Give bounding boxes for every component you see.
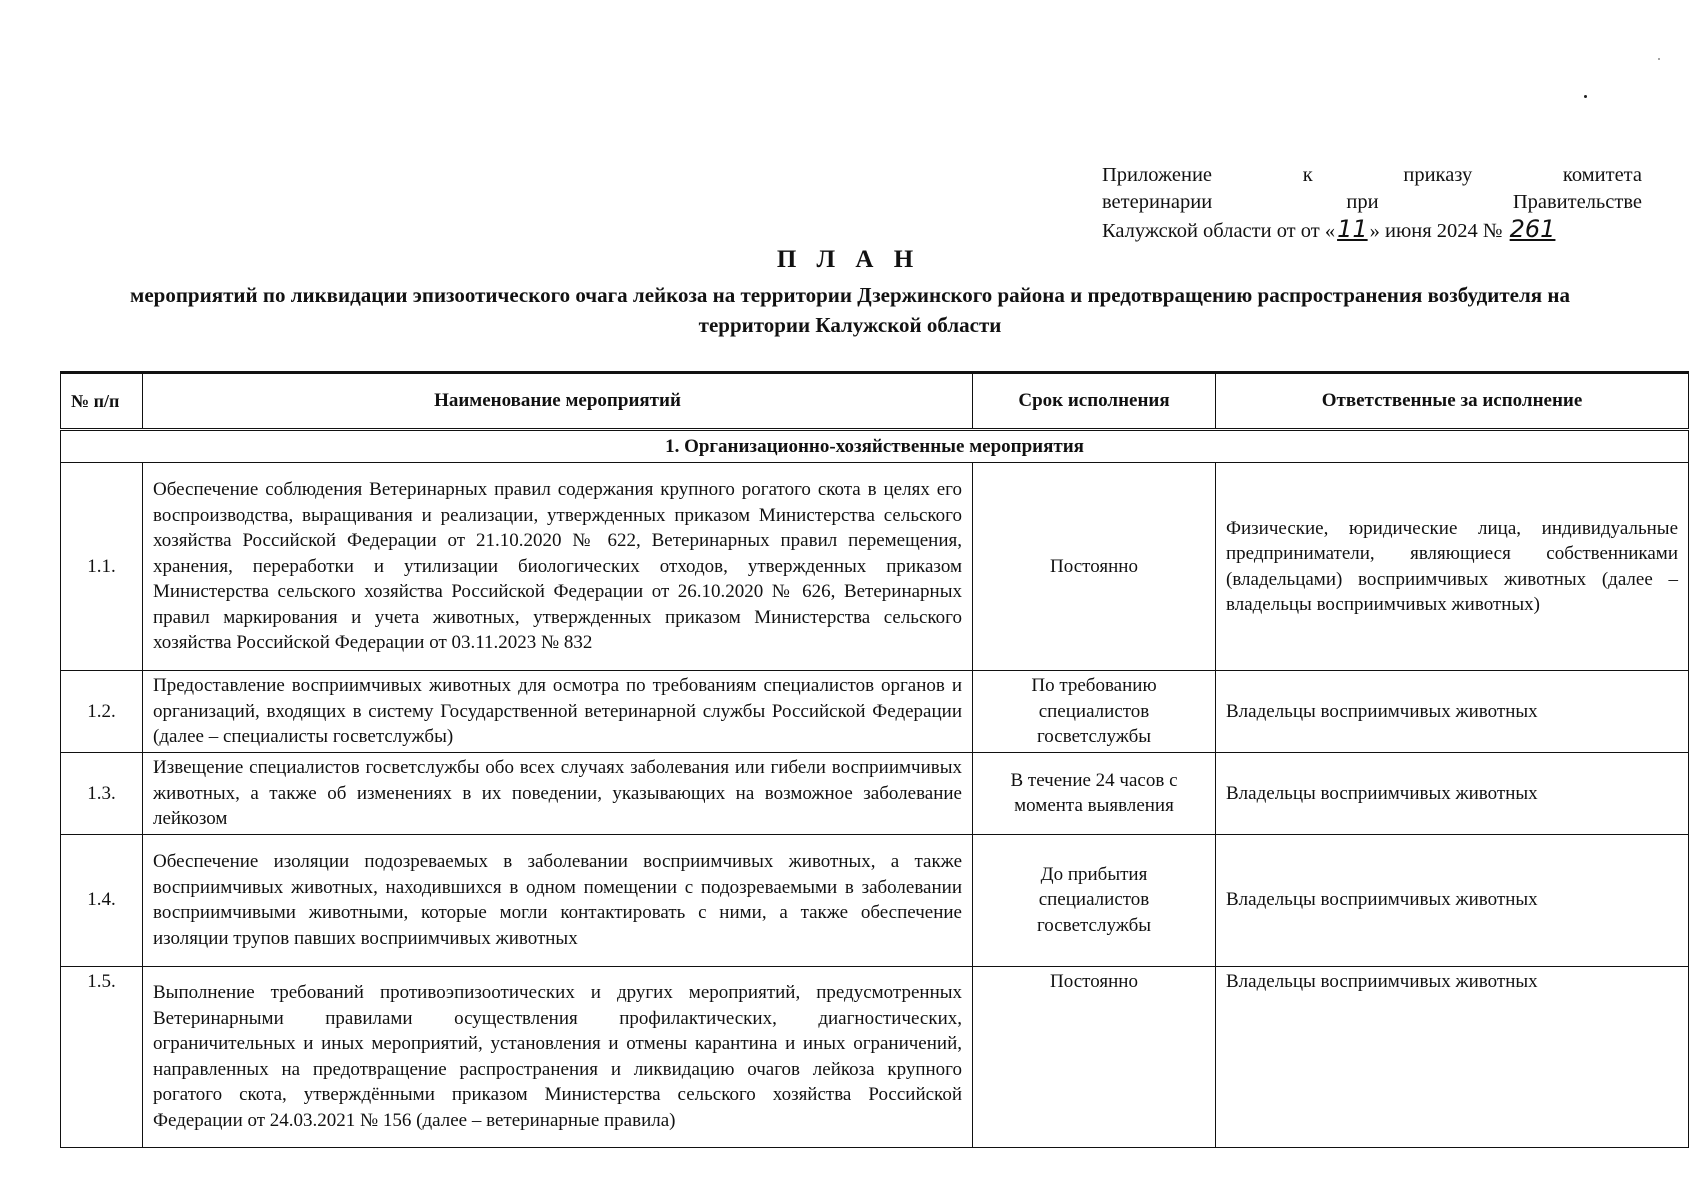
table-row xyxy=(61,834,1689,966)
table-header-row xyxy=(61,373,1689,430)
section-row xyxy=(61,430,1689,463)
appendix-line-3 xyxy=(1102,216,1642,245)
row-description: Предоставление восприимчивых животных для осмотра по требованиям специалистов органов и организаций, входящих в систему Государственной ветеринарной службы Российской Федерации (далее – специалисты госветслужбы) xyxy=(143,671,973,753)
row-deadline: Постоянно xyxy=(973,463,1216,671)
table-row xyxy=(61,753,1689,835)
row-number: 1.2. xyxy=(61,671,143,753)
header-name: Наименование мероприятий xyxy=(143,373,973,430)
header-num: № п/п xyxy=(61,373,143,430)
header-responsible: Ответственные за исполнение xyxy=(1216,373,1689,430)
row-deadline: В течение 24 часов с момента выявления xyxy=(973,753,1216,835)
handwritten-day: 11 xyxy=(1337,215,1368,243)
row-description: Обеспечение изоляции подозреваемых в заболевании восприимчивых животных, а также восприимчивых животных, находившихся в одном помещении с подозреваемыми в заболевании восприимчивыми животными, которые могли контактировать с ними, а также обеспечение изоляции трупов павших восприимчивых животных xyxy=(143,834,973,966)
row-responsible: Владельцы восприимчивых животных xyxy=(1216,966,1689,1147)
appendix-date-prefix: Калужской области от от « xyxy=(1102,220,1336,242)
document-subtitle: мероприятий по ликвидации эпизоотического очага лейкоза на территории Дзержинского района и предотвращению распространения возбудителя на территории Калужской области xyxy=(130,283,1570,337)
row-responsible: Владельцы восприимчивых животных xyxy=(1216,834,1689,966)
appendix-note xyxy=(1102,162,1642,245)
speck-mark xyxy=(1584,95,1587,98)
row-deadline: Постоянно xyxy=(973,966,1216,1147)
table-row xyxy=(61,463,1689,671)
row-number: 1.3. xyxy=(61,753,143,835)
row-responsible: Физические, юридические лица, индивидуальные предприниматели, являющиеся собственниками (владельцами) восприимчивых животных (далее – владельцы восприимчивых животных) xyxy=(1216,463,1689,671)
row-description: Извещение специалистов госветслужбы обо всех случаях заболевания или гибели восприимчивых животных, а также об изменениях в их поведении, указывающих на возможное заболевание лейкозом xyxy=(143,753,973,835)
appendix-date-middle: » июня 2024 № xyxy=(1369,220,1503,242)
row-deadline: До прибытия специалистов госветслужбы xyxy=(973,834,1216,966)
row-responsible: Владельцы восприимчивых животных xyxy=(1216,753,1689,835)
table-row xyxy=(61,966,1689,1147)
row-deadline: По требованию специалистов госветслужбы xyxy=(973,671,1216,753)
row-description: Обеспечение соблюдения Ветеринарных правил содержания крупного рогатого скота в целях его воспроизводства, выращивания и реализации, утвержденных приказом Министерства сельского хозяйства Российской Федерации от 21.10.2020 № 622, Ветеринарных правил перемещения, хранения, переработки и утилизации биологических отходов, утвержденных приказом Министерства сельского хозяйства Российской Федерации от 26.10.2020 № 626, Ветеринарных правил маркирования и учета животных, утвержденных приказом Министерства сельского хозяйства Российской Федерации от 03.11.2023 № 832 xyxy=(143,463,973,671)
speck-mark xyxy=(1658,58,1660,60)
appendix-line-2: ветеринарии при Правительстве xyxy=(1102,191,1642,213)
row-number: 1.4. xyxy=(61,834,143,966)
row-number: 1.1. xyxy=(61,463,143,671)
header-deadline: Срок исполнения xyxy=(973,373,1216,430)
row-number: 1.5. xyxy=(61,966,143,1147)
row-responsible: Владельцы восприимчивых животных xyxy=(1216,671,1689,753)
row-description: Выполнение требований противоэпизоотических и других мероприятий, предусмотренных Ветеринарными правилами осуществления профилактических, диагностических, ограничительных и иных мероприятий, установления и отмены карантина и иных ограничений, направленных на предотвращение распространения и ликвидацию очагов лейкоза крупного рогатого скота, утверждёнными приказом Министерства сельского хозяйства Российской Федерации от 24.03.2021 № 156 (далее – ветеринарные правила) xyxy=(143,966,973,1147)
plan-table xyxy=(60,371,1689,1148)
handwritten-order-number: 261 xyxy=(1509,215,1556,243)
section-title: 1. Организационно-хозяйственные мероприятия xyxy=(61,430,1689,463)
document-title: П Л А Н xyxy=(776,246,921,273)
appendix-line-1: Приложение к приказу комитета xyxy=(1102,164,1642,186)
table-row xyxy=(61,671,1689,753)
